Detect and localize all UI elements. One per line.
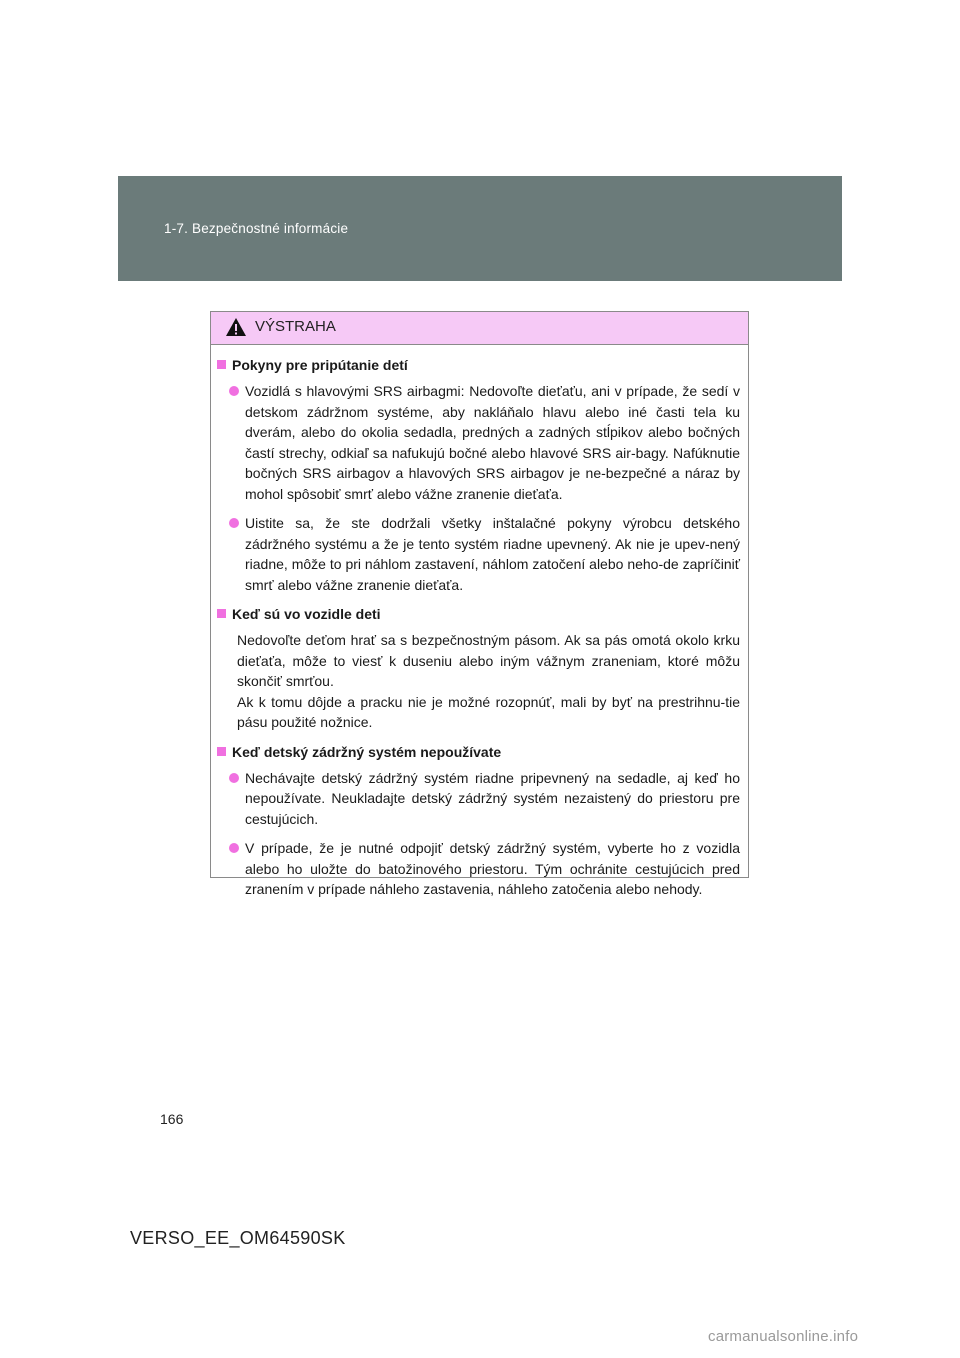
section-heading [217,604,740,624]
list-item [229,513,740,595]
watermark: carmanualsonline.info [708,1328,859,1345]
section-heading [217,355,740,375]
section-title: 1-7. Bezpečnostné informácie [164,221,349,236]
square-bullet-icon [217,609,226,618]
page-number: 166 [160,1111,184,1127]
section-header-band [118,176,842,281]
warning-title: VÝSTRAHA [255,318,336,335]
section-heading-text: Pokyny pre pripútanie detí [232,357,408,373]
warning-triangle-icon [225,317,247,337]
square-bullet-icon [217,747,226,756]
list-item-text: Vozidlá s hlavovými SRS airbagmi: Nedovoľte dieťaťu, ani v prípade, že sedí v detskom zádržnom systéme, aby nakláňalo hlavu alebo iné časti tela ku dverám, alebo do okolia sedadla, predných a zadných stĺpikov alebo bočných častí strechy, odkiaľ sa nafukujú bočné alebo hlavové SRS air-bagy. Nafúknutie bočných SRS airbagov a hlavových SRS airbagov je ne-bezpečné a náraz by mohol spôsobiť smrť alebo vážne zranenie dieťaťa. [245,383,740,502]
section-heading-text: Keď detský zádržný systém nepoužívate [232,743,502,760]
list-item-text: V prípade, že je nutné odpojiť detský zádržný systém, vyberte ho z vozidla alebo ho uložte do batožinového priestoru. Tým ochránite cestujúcich pred zranením v prípade náhleho zastavenia, náhleho zatočenia alebo nehody. [245,840,740,897]
dot-bullet-icon [229,386,239,396]
paragraph: Ak k tomu dôjde a pracku nie je možné rozopnúť, mali by byť na prestrihnu-tie pásu použité nožnice. [237,693,740,730]
list-item [229,838,740,900]
list-item-text: Nechávajte detský zádržný systém riadne pripevnený na sedadle, aj keď ho nepoužívate. Neukladajte detský zádržný systém nezaistený do priestoru pre cestujúcich. [245,769,740,827]
warning-box [210,311,749,897]
document-code: VERSO_EE_OM64590SK [130,1228,346,1248]
list-item-text: Uistite sa, že ste dodržali všetky inštalačné pokyny výrobcu detského zádržného systému a že je tento systém riadne upevnený. Ak nie je upev-nený riadne, môže to pri náhlom zastavení, náhlom zatočení alebo neho-de zapríčiniť smrť alebo vážne zranenie dieťaťa. [245,515,740,593]
paragraph: Nedovoľte deťom hrať sa s bezpečnostným pásom. Ak sa pás omotá okolo krku dieťaťa, môže to viesť k duseniu alebo iným vážnym zraneniam, ktoré môžu skončiť smrťou. [237,632,740,689]
warning-content [211,345,748,900]
section-heading-text: Keď sú vo vozidle deti [232,606,381,622]
square-bullet-icon [217,360,226,369]
dot-bullet-icon [229,773,239,783]
section-heading [217,742,740,762]
list-item [229,381,740,504]
list-item [229,768,740,830]
dot-bullet-icon [229,843,239,853]
warning-header [211,312,748,345]
dot-bullet-icon [229,518,239,528]
